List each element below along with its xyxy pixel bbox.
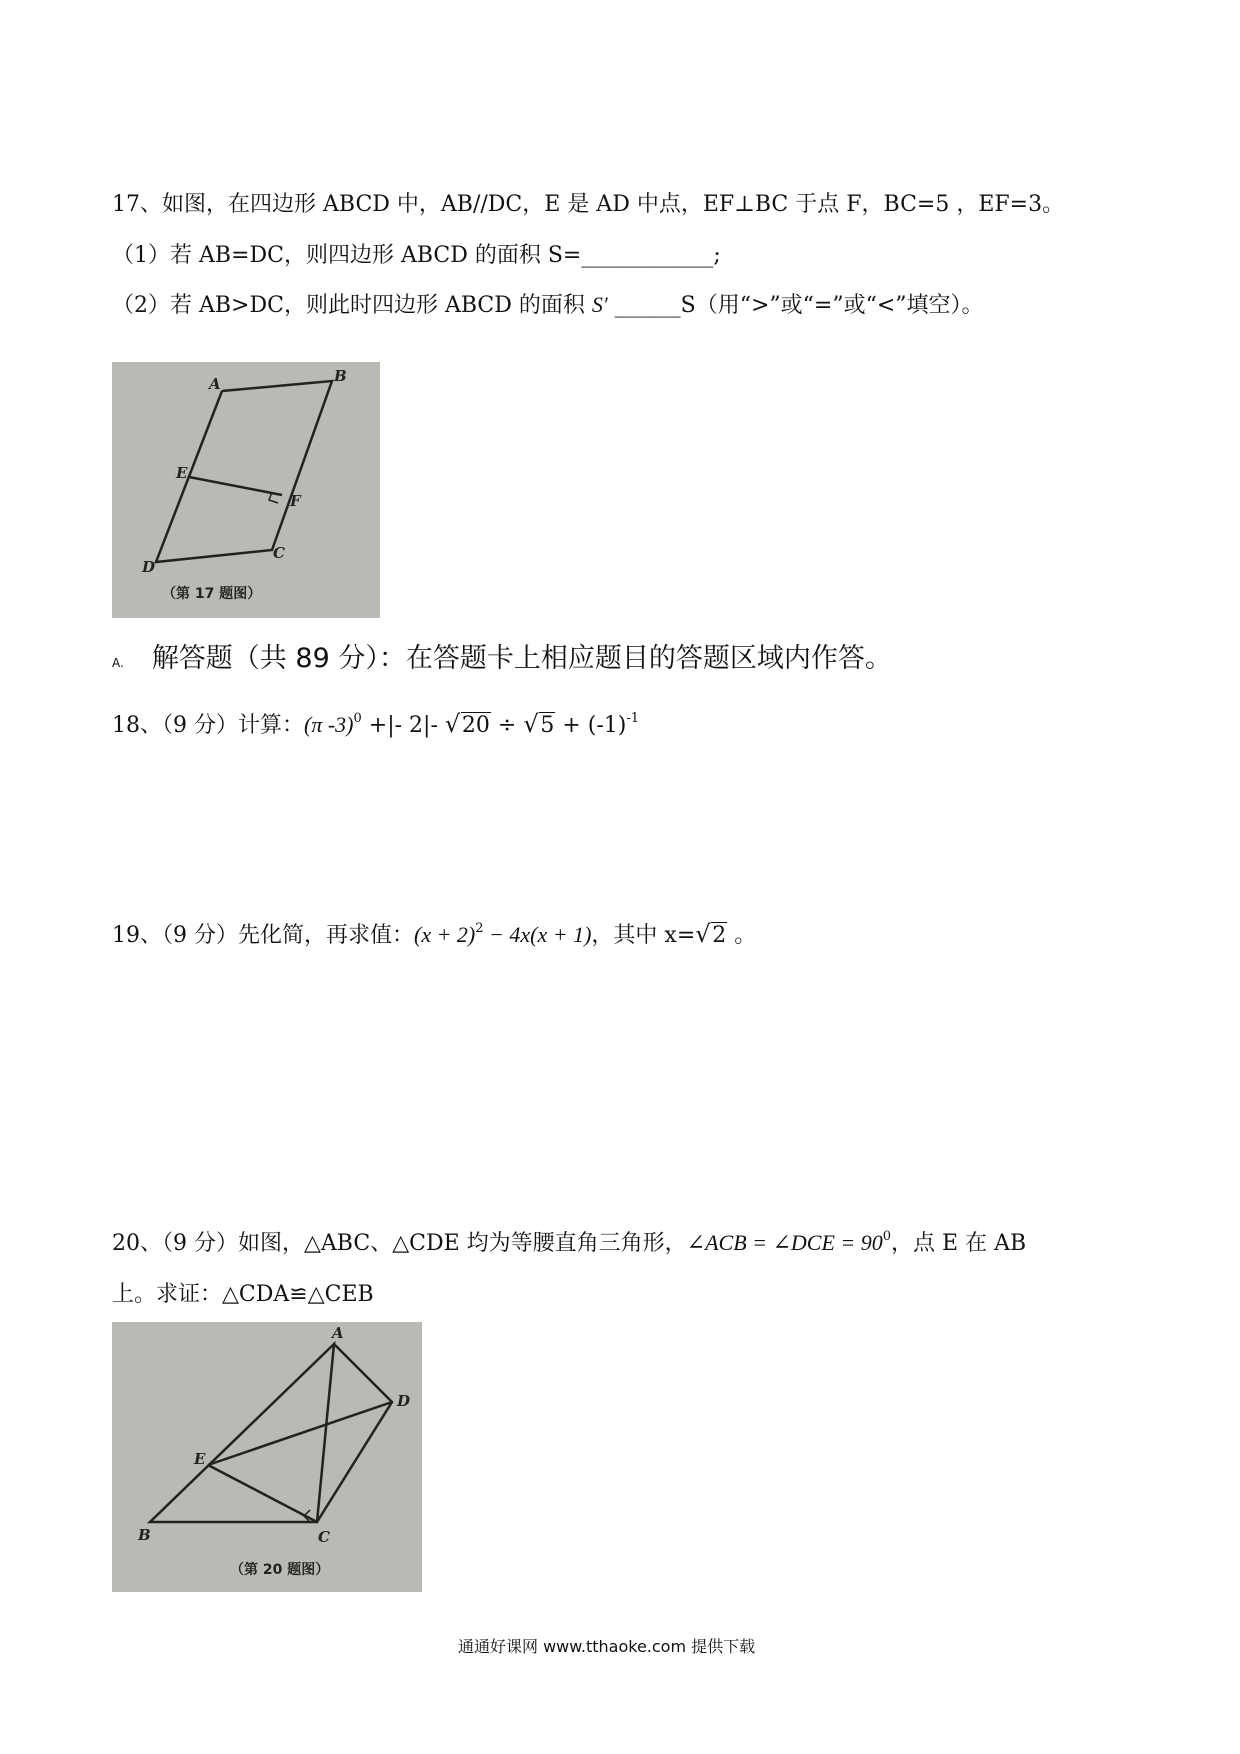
q17-sprime: S′ (591, 292, 608, 317)
page-footer: 通通好课网 www.tthaoke.com 提供下载 (458, 1637, 756, 1656)
section-heading (112, 636, 892, 675)
label-b: B (334, 367, 347, 385)
q20-figure-caption: （第 20 题图） (230, 1562, 330, 1578)
q18-expr-c: + (-1) (555, 713, 627, 738)
section-title: 解答题（共 89 分）：在答题卡上相应题目的答题区域内作答。 (151, 643, 892, 674)
q18-prefix: 18、（9 分）计算： (112, 713, 304, 738)
q19-sqrt2: √ 2 (695, 921, 727, 951)
q19-line (112, 914, 756, 951)
q17-line2: （1）若 AB=DC，则四边形 ABCD 的面积 S=____________; (112, 243, 721, 268)
q18-sqrt5: √ 5 (523, 711, 555, 741)
q20-figure-drawing (112, 1322, 422, 1592)
segment-ec (208, 1465, 317, 1522)
q17-line3-text-a: （2）若 AB>DC，则此时四边形 ABCD 的面积 (112, 293, 592, 318)
triangle-abc (150, 1344, 334, 1522)
q17-figure (112, 362, 380, 618)
q20-text-b: ，点 E 在 AB (891, 1231, 1027, 1256)
q17-figure-drawing (112, 362, 380, 618)
q19-prefix: 19、（9 分）先化简，再求值： (112, 923, 414, 948)
q18-line (112, 704, 639, 741)
q17-figure-caption: （第 17 题图） (162, 586, 262, 602)
q20-line1 (112, 1222, 1026, 1259)
label-c: C (318, 1528, 330, 1546)
label-f: F (290, 492, 301, 510)
label-e: E (176, 464, 188, 482)
q18-expr-b: +|- 2|- (361, 713, 445, 738)
label-d: D (397, 1392, 411, 1410)
q17-line3 (112, 290, 984, 321)
segments-ad-dc (317, 1344, 392, 1522)
label-d: D (142, 558, 156, 576)
q17-line3-text-b: ______S（用“>”或“=”或“<”填空）。 (607, 293, 984, 318)
label-c: C (273, 544, 285, 562)
label-e: E (194, 1450, 206, 1468)
q20-text-a: 20、（9 分）如图，△ABC、△CDE 均为等腰直角三角形， (112, 1231, 687, 1256)
segment-ef (189, 477, 282, 495)
q20-angle-expr: ∠ACB = ∠DCE = 90 (686, 1230, 883, 1255)
section-marker: A. (112, 656, 124, 670)
q18-exp-0: 0 (353, 711, 362, 726)
q18-expr-a: (π -3) (304, 712, 354, 737)
q20-exp-0: 0 (882, 1229, 892, 1244)
q19-exp-2: 2 (475, 921, 484, 936)
q18-div: ÷ (490, 713, 524, 738)
q17-line1: 17、如图，在四边形 ABCD 中，AB//DC，E 是 AD 中点，EF⊥BC 于点 F，BC=5 ，EF=3。 (112, 192, 1065, 217)
q19-end: 。 (727, 923, 757, 948)
label-b: B (138, 1526, 151, 1544)
segment-ed (208, 1402, 392, 1465)
q19-expr-b: − 4x(x + 1) (483, 922, 592, 947)
q20-line2: 上。求证：△CDA≌△CEB (112, 1282, 374, 1307)
label-a: A (209, 375, 221, 393)
q20-figure (112, 1322, 422, 1592)
q18-sqrt20: √ 20 (445, 711, 491, 741)
label-a: A (332, 1324, 344, 1342)
q19-expr-a: (x + 2) (414, 922, 476, 947)
q18-exp-m1: -1 (626, 711, 640, 726)
q19-mid: ，其中 x= (591, 923, 696, 948)
